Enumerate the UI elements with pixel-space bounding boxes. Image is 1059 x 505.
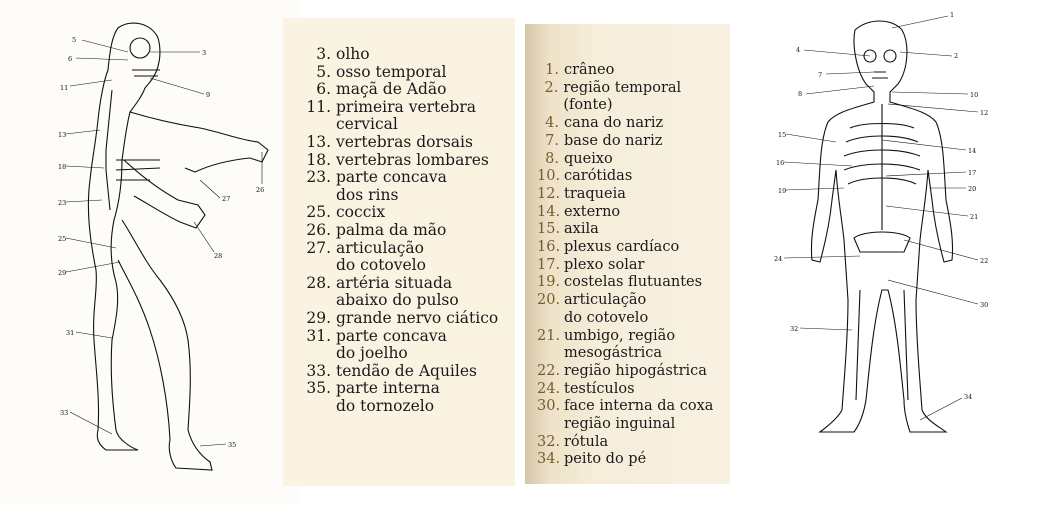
- legend-number: 12.: [537, 185, 561, 202]
- legend-item: [537, 168, 730, 186]
- legend-item: [537, 115, 730, 133]
- legend-number: 7.: [545, 132, 559, 149]
- legend-item: [537, 451, 730, 469]
- legend-item: [537, 239, 730, 257]
- callout-number: 24: [774, 255, 783, 263]
- legend-item: [537, 133, 730, 151]
- side-view-legend-list: [305, 46, 498, 415]
- legend-number: 8.: [545, 150, 559, 167]
- callout-number: 25: [58, 235, 67, 243]
- legend-number: 34.: [537, 451, 561, 468]
- front-view-callout-numbers: [740, 0, 1059, 505]
- legend-item: [537, 398, 730, 433]
- legend-number: 24.: [537, 380, 561, 397]
- legend-item: [537, 434, 730, 452]
- callout-number: 32: [790, 325, 799, 333]
- legend-label: articulação do cotovelo: [564, 292, 649, 326]
- legend-item: [305, 275, 498, 310]
- legend-item: [305, 240, 498, 275]
- legend-number: 20.: [537, 292, 561, 309]
- legend-item: [537, 328, 730, 363]
- side-view-legend-panel: [283, 18, 515, 486]
- legend-label: vertebras dorsais: [336, 132, 473, 151]
- legend-number: 16.: [537, 239, 561, 256]
- callout-number: 14: [968, 147, 977, 155]
- callout-number: 23: [58, 199, 67, 207]
- legend-label: parte interna do tornozelo: [336, 379, 440, 415]
- legend-number: 11.: [306, 97, 331, 116]
- callout-number: 27: [222, 195, 231, 203]
- callout-number: 20: [968, 185, 977, 193]
- callout-number: 4: [796, 46, 801, 54]
- legend-label: queixo: [564, 150, 613, 167]
- front-view-figure-panel: [740, 0, 1059, 505]
- legend-label: região temporal (fonte): [563, 79, 682, 114]
- legend-number: 27.: [306, 238, 331, 257]
- legend-item: [305, 152, 498, 170]
- legend-label: externo: [564, 203, 621, 220]
- legend-number: 3.: [316, 45, 331, 63]
- legend-label: base do nariz: [564, 132, 663, 149]
- legend-number: 4.: [545, 115, 559, 132]
- legend-number: 29.: [306, 308, 331, 327]
- legend-number: 10.: [537, 168, 561, 185]
- legend-number: 33.: [306, 361, 331, 380]
- legend-item: [537, 363, 730, 381]
- callout-number: 16: [776, 159, 785, 167]
- legend-label: palma da mão: [336, 220, 447, 239]
- callout-number: 21: [970, 213, 979, 221]
- legend-item: [537, 381, 730, 399]
- legend-item: [537, 292, 730, 327]
- legend-item: [305, 310, 498, 328]
- legend-label: carótidas: [564, 168, 633, 185]
- front-view-legend-list: [537, 62, 730, 469]
- legend-label: costelas flutuantes: [564, 274, 703, 291]
- legend-item: [537, 221, 730, 239]
- legend-label: artéria situada abaixo do pulso: [336, 273, 459, 310]
- side-view-figure-panel: [0, 0, 300, 505]
- legend-label: traqueia: [564, 185, 626, 202]
- legend-item: [305, 64, 498, 82]
- legend-label: rótula: [564, 433, 609, 450]
- legend-label: parte concava dos rins: [336, 168, 447, 204]
- legend-label: primeira vertebra cervical: [336, 97, 477, 134]
- legend-number: 23.: [306, 168, 331, 187]
- legend-item: [537, 80, 730, 115]
- legend-label: parte concava do joelho: [336, 326, 447, 363]
- legend-number: 22.: [537, 362, 561, 379]
- legend-label: plexo solar: [564, 256, 645, 273]
- callout-number: 28: [214, 252, 223, 260]
- legend-label: maçã de Adão: [336, 80, 447, 99]
- side-view-callout-numbers: [0, 0, 300, 505]
- callout-number: 30: [980, 301, 989, 309]
- legend-item: [305, 134, 498, 152]
- legend-label: peito do pé: [564, 451, 647, 468]
- callout-number: 3: [202, 49, 207, 57]
- legend-label: plexus cardíaco: [564, 239, 680, 256]
- callout-number: 19: [778, 187, 787, 195]
- legend-item: [305, 222, 498, 240]
- callout-number: 34: [964, 393, 973, 401]
- legend-number: 19.: [537, 274, 561, 291]
- callout-number: 26: [256, 186, 265, 194]
- legend-number: 17.: [537, 256, 561, 273]
- callout-number: 10: [970, 91, 979, 99]
- legend-label: olho: [336, 45, 370, 63]
- legend-item: [305, 46, 498, 64]
- callout-number: 8: [798, 90, 803, 98]
- legend-number: 26.: [306, 220, 331, 239]
- legend-number: 6.: [316, 80, 331, 99]
- legend-label: grande nervo ciático: [336, 308, 499, 327]
- legend-item: [537, 204, 730, 222]
- legend-number: 18.: [306, 150, 331, 169]
- callout-number: 11: [60, 84, 69, 92]
- callout-number: 7: [818, 71, 823, 79]
- callout-number: 33: [60, 409, 69, 417]
- legend-number: 35.: [306, 379, 331, 398]
- callout-number: 35: [228, 441, 237, 449]
- callout-number: 18: [58, 163, 67, 171]
- front-view-legend-panel: [525, 24, 730, 484]
- legend-label: testículos: [564, 380, 635, 397]
- legend-number: 31.: [306, 326, 331, 345]
- callout-number: 29: [58, 269, 67, 277]
- legend-item: [305, 328, 498, 363]
- legend-number: 21.: [537, 327, 561, 344]
- legend-item: [537, 257, 730, 275]
- callout-number: 5: [72, 36, 77, 44]
- legend-number: 5.: [316, 62, 331, 81]
- callout-number: 22: [980, 257, 989, 265]
- legend-number: 32.: [537, 433, 561, 450]
- legend-number: 2.: [544, 79, 559, 96]
- legend-label: face interna da coxa região inguinal: [564, 398, 714, 433]
- legend-number: 1.: [545, 62, 559, 78]
- legend-item: [537, 151, 730, 169]
- callout-number: 13: [58, 131, 67, 139]
- legend-label: crâneo: [564, 62, 615, 78]
- legend-number: 15.: [537, 221, 561, 238]
- legend-item: [305, 169, 498, 204]
- legend-item: [537, 274, 730, 292]
- legend-item: [305, 81, 498, 99]
- callout-number: 9: [206, 91, 211, 99]
- callout-number: 31: [66, 329, 75, 337]
- legend-number: 14.: [537, 203, 561, 220]
- legend-number: 25.: [306, 203, 331, 222]
- legend-item: [305, 204, 498, 222]
- legend-label: coccix: [336, 203, 386, 222]
- legend-label: região hipogástrica: [564, 362, 707, 379]
- legend-number: 28.: [306, 273, 331, 292]
- legend-label: tendão de Aquiles: [336, 361, 477, 380]
- legend-label: articulação do cotovelo: [336, 238, 426, 275]
- legend-label: axila: [564, 221, 599, 238]
- callout-number: 17: [968, 169, 977, 177]
- callout-number: 15: [778, 131, 787, 139]
- legend-item: [537, 62, 730, 80]
- legend-label: cana do nariz: [564, 115, 664, 132]
- callout-number: 2: [954, 52, 959, 60]
- callout-number: 12: [980, 109, 989, 117]
- callout-number: 6: [68, 55, 73, 63]
- legend-number: 13.: [306, 132, 331, 151]
- callout-number: 1: [950, 11, 955, 19]
- legend-item: [305, 99, 498, 134]
- legend-number: 30.: [537, 398, 561, 415]
- legend-item: [537, 186, 730, 204]
- legend-item: [305, 363, 498, 381]
- legend-label: umbigo, região mesogástrica: [564, 327, 676, 362]
- legend-label: vertebras lombares: [336, 150, 489, 169]
- legend-item: [305, 380, 498, 415]
- legend-label: osso temporal: [336, 62, 447, 81]
